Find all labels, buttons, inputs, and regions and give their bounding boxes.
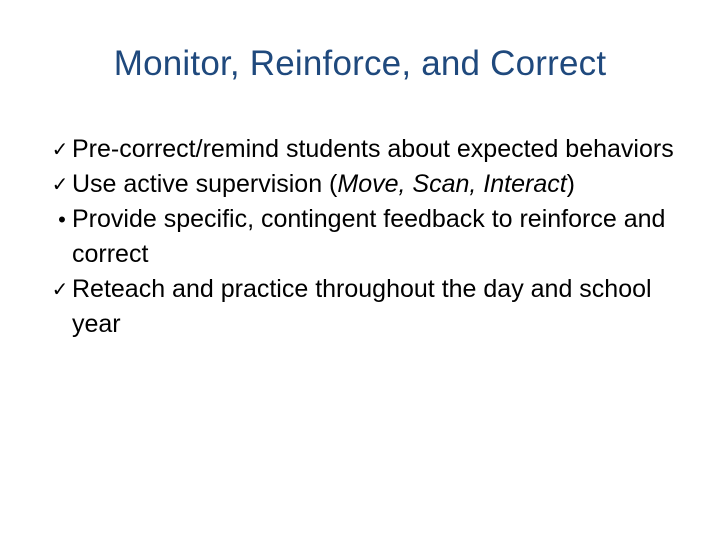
bullet-text: Pre-correct/remind students about expected behaviors (72, 135, 674, 163)
bullet-dot-icon: • (58, 207, 66, 232)
bullet-text: Reteach and practice throughout the day and school year (72, 275, 652, 338)
check-icon: ✓ (51, 277, 69, 301)
bullet-item-reteach (51, 272, 686, 342)
bullet-list (51, 132, 686, 342)
check-icon: ✓ (51, 172, 69, 196)
slide-title: Monitor, Reinforce, and Correct (113, 44, 607, 83)
bullet-text-emphasis: Move, Scan, Interact (337, 170, 567, 198)
bullet-item-pre-correct (51, 132, 686, 167)
bullet-item-active-supervision (51, 167, 686, 202)
bullet-item-feedback (56, 202, 686, 272)
check-icon: ✓ (51, 137, 69, 161)
bullet-text: Provide specific, contingent feedback to reinforce and correct (72, 205, 666, 268)
bullet-text-end: ) (566, 170, 575, 198)
bullet-text: Use active supervision ( (72, 170, 338, 198)
